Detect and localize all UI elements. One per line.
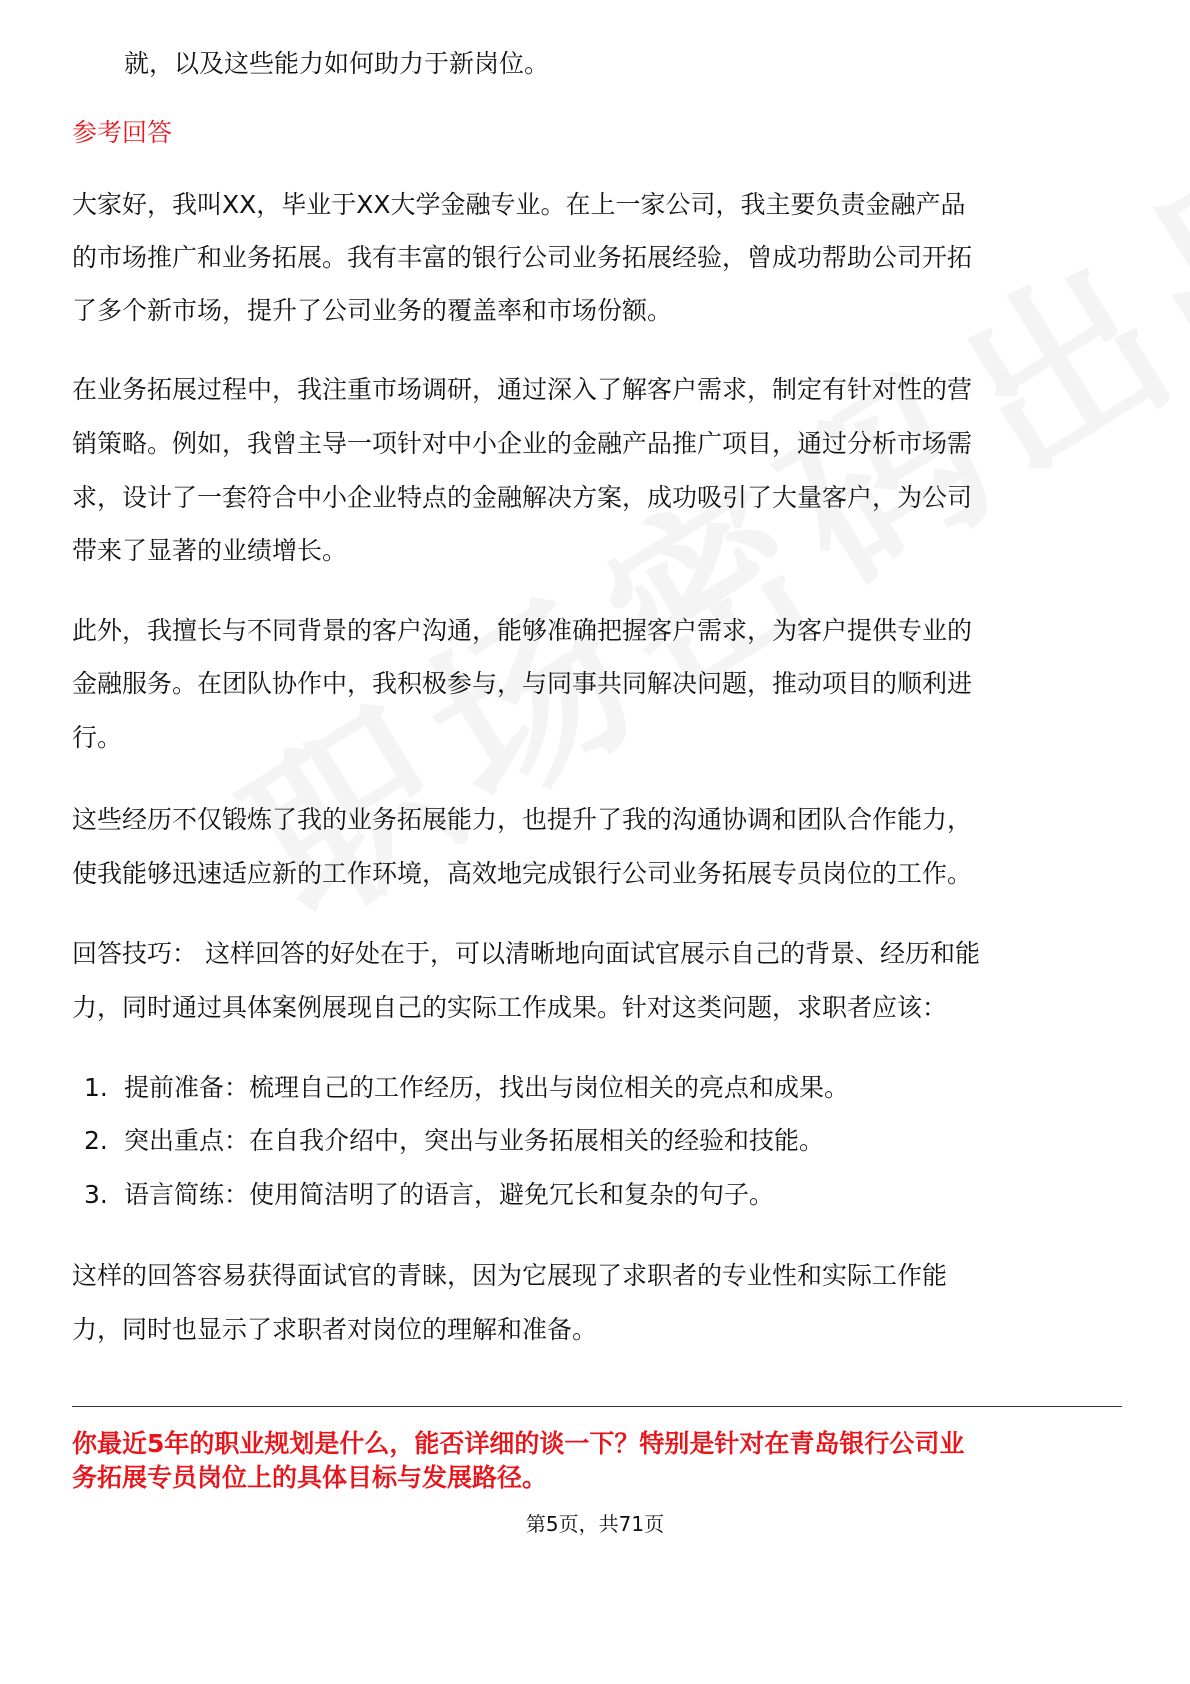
paragraph-line: 大家好，我叫XX，毕业于XX大学金融专业。在上一家公司，我主要负责金融产品 [72,190,966,219]
list-item [84,1125,824,1157]
watermark [192,366,1008,1093]
next-question-line: 务拓展专员岗位上的具体目标与发展路径。 [72,1463,548,1492]
paragraph-line: 行。 [72,723,123,752]
paragraph-line: 使我能够迅速适应新的工作环境，高效地完成银行公司业务拓展专员岗位的工作。 [72,859,973,888]
answer-tips-line: 回答技巧： 这样回答的好处在于，可以清晰地向面试官展示自己的背景、经历和能 [72,939,980,968]
next-question-line: 你最近5年的职业规划是什么，能否详细的谈一下？特别是针对在青岛银行公司业 [72,1429,965,1458]
paragraph-line: 金融服务。在团队协作中，我积极参与，与同事共同解决问题，推动项目的顺利进 [72,669,973,698]
intro-tail-line: 就，以及这些能力如何助力于新岗位。 [124,49,550,78]
list-item-text: 提前准备：梳理自己的工作经历，找出与岗位相关的亮点和成果。 [124,1073,850,1102]
closing-line: 力，同时也显示了求职者对岗位的理解和准备。 [72,1315,598,1344]
list-number: 3. [84,1180,108,1209]
list-item [84,1072,849,1104]
reference-answer-heading: 参考回答 [72,118,173,147]
paragraph-line: 在业务拓展过程中，我注重市场调研，通过深入了解客户需求，制定有针对性的营 [72,375,973,404]
list-number: 1. [84,1073,108,1102]
list-item [84,1179,774,1211]
section-divider [72,1406,1122,1407]
list-number: 2. [84,1126,108,1155]
closing-line: 这样的回答容易获得面试官的青睐，因为它展现了求职者的专业性和实际工作能 [72,1261,948,1290]
paragraph-line: 求，设计了一套符合中小企业特点的金融解决方案，成功吸引了大量客户，为公司 [72,483,973,512]
paragraph-line: 了多个新市场，提升了公司业务的覆盖率和市场份额。 [72,296,673,325]
paragraph-line: 销策略。例如，我曾主导一项针对中小企业的金融产品推广项目，通过分析市场需 [72,429,973,458]
page-footer: 第5页，共71页 [525,1512,665,1536]
answer-tips-line: 力，同时通过具体案例展现自己的实际工作成果。针对这类问题，求职者应该： [72,993,948,1022]
paragraph-line: 这些经历不仅锻炼了我的业务拓展能力，也提升了我的沟通协调和团队合作能力， [72,805,973,834]
paragraph-line: 的市场推广和业务拓展。我有丰富的银行公司业务拓展经验，曾成功帮助公司开拓 [72,243,973,272]
paragraph-line: 此外，我擅长与不同背景的客户沟通，能够准确把握客户需求，为客户提供专业的 [72,616,973,645]
list-item-text: 突出重点：在自我介绍中，突出与业务拓展相关的经验和技能。 [124,1126,825,1155]
list-item-text: 语言简练：使用简洁明了的语言，避免冗长和复杂的句子。 [124,1180,775,1209]
paragraph-line: 带来了显著的业绩增长。 [72,536,348,565]
